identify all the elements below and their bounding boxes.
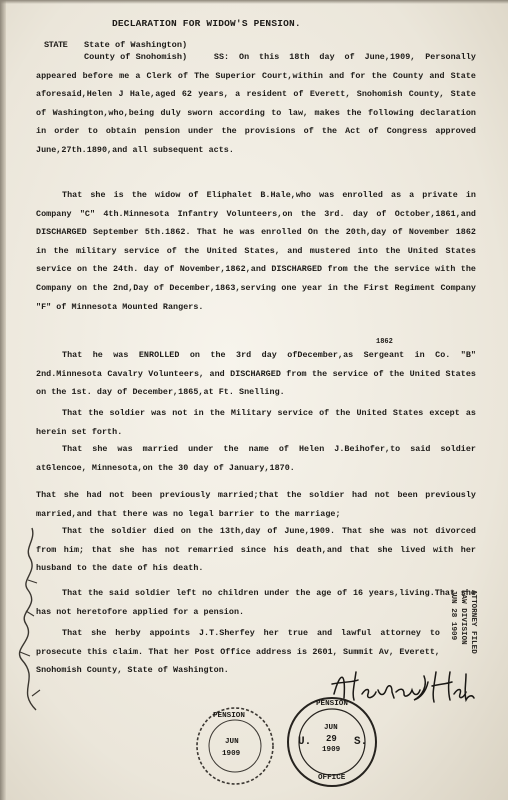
postmark-left-year: 1909 <box>222 750 241 758</box>
document-title: DECLARATION FOR WIDOW'S PENSION. <box>112 18 301 29</box>
stamp-line-3: JUN 28 1909 <box>449 590 457 641</box>
struck-out-word: STATE <box>44 40 68 50</box>
postmark-right-month: JUN <box>324 724 338 732</box>
stamp-line-2: LAW DIVISION <box>459 590 467 645</box>
postmark-right-u: U. <box>298 736 312 748</box>
postmark-left-month: JUN <box>225 738 239 746</box>
para-death: That the soldier died on the 13th,day of June,1909. That she was not divorced from him; that she has not remarried since his death,and that she lived with her husband to the date of his death. <box>36 526 476 574</box>
opening-text: SS: On this 18th day of June,1909, Personally appeared before me a Clerk of The Superior Court,within and for the County and State aforesaid,Helen J Hale,aged 62 years, a resident of Everett, Snohomish County, State of Washington,who,being duly sworn according to law, makes the following declaration in order to obtain pension under the provisions of the Act of Congress approved June,27th.1890,and all subsequent acts. <box>36 52 476 155</box>
para-second-enrollment: That he was ENROLLED on the 3rd day ofDecember,as Sergeant in Co. "B" 2nd.Minnesota Cavalry Volunteers, and DISCHARGED from the service of the United States on the 1st. day of December,1865,at Ft. Snelling. <box>36 350 476 398</box>
postmark-right-word: PENSION <box>316 700 348 708</box>
marginal-handwritten-note <box>0 520 58 720</box>
postmark-left-word: PENSION <box>213 712 245 720</box>
postmark-right-office: OFFICE <box>318 774 346 782</box>
stamp-line-1: ATTORNEY FILED <box>469 590 477 654</box>
postmark-left <box>195 700 275 790</box>
state-caption: State of Washington) <box>84 40 188 50</box>
para-marriage: That she was married under the name of Helen J.Beihofer,to said soldier atGlencoe, Minnesota,on the 30 day of January,1870. <box>36 444 476 473</box>
para-children: That the said soldier left no children under the age of 16 years,living.That she has not heretofore applied for a pension. <box>36 588 476 617</box>
page-edge-top <box>0 0 508 4</box>
postmark-right <box>284 694 380 790</box>
para-military-service: That the soldier was not in the Military service of the United States except as herein set forth. <box>36 408 476 437</box>
marginal-handwriting <box>6 520 50 720</box>
attorney-filed-stamp <box>448 590 478 654</box>
para-previous-marriage: That she had not been previously married;that the soldier had not been previously married,and that there was no legal barrier to the marriage; <box>36 490 476 519</box>
superscript-year: 1862 <box>376 338 393 346</box>
postmark-right-day: 29 <box>326 734 337 744</box>
postmark-right-s: S. <box>354 736 368 748</box>
para-attorney: That she herby appoints J.T.Sherfey her true and lawful attorney to prosecute this claim. That her Post Office address is 2601, Summit Av, Everett, Snohomish County, State of Washington. <box>36 628 440 676</box>
postmark-right-year: 1909 <box>322 746 341 754</box>
county-caption: County of Snohomish) <box>84 52 188 62</box>
para-opening <box>36 48 476 160</box>
para-enrollment: That she is the widow of Eliphalet B.Hale,who was enrolled as a private in Company "C" 4th.Minnesota Infantry Volunteers,on the 3rd. day of October,1861,and DISCHARGED September 5th.1862. That he was enrolled On the 20th,day of November 1862 in the military service of the United States, and mustered into the United States service on the 24th. day of November,1862,and DISCHARGED from the the service with the Company on the 2nd,Day of December,1863,serving one year in the First Regiment Company "F" of Minnesota Mounted Rangers. <box>36 190 476 312</box>
